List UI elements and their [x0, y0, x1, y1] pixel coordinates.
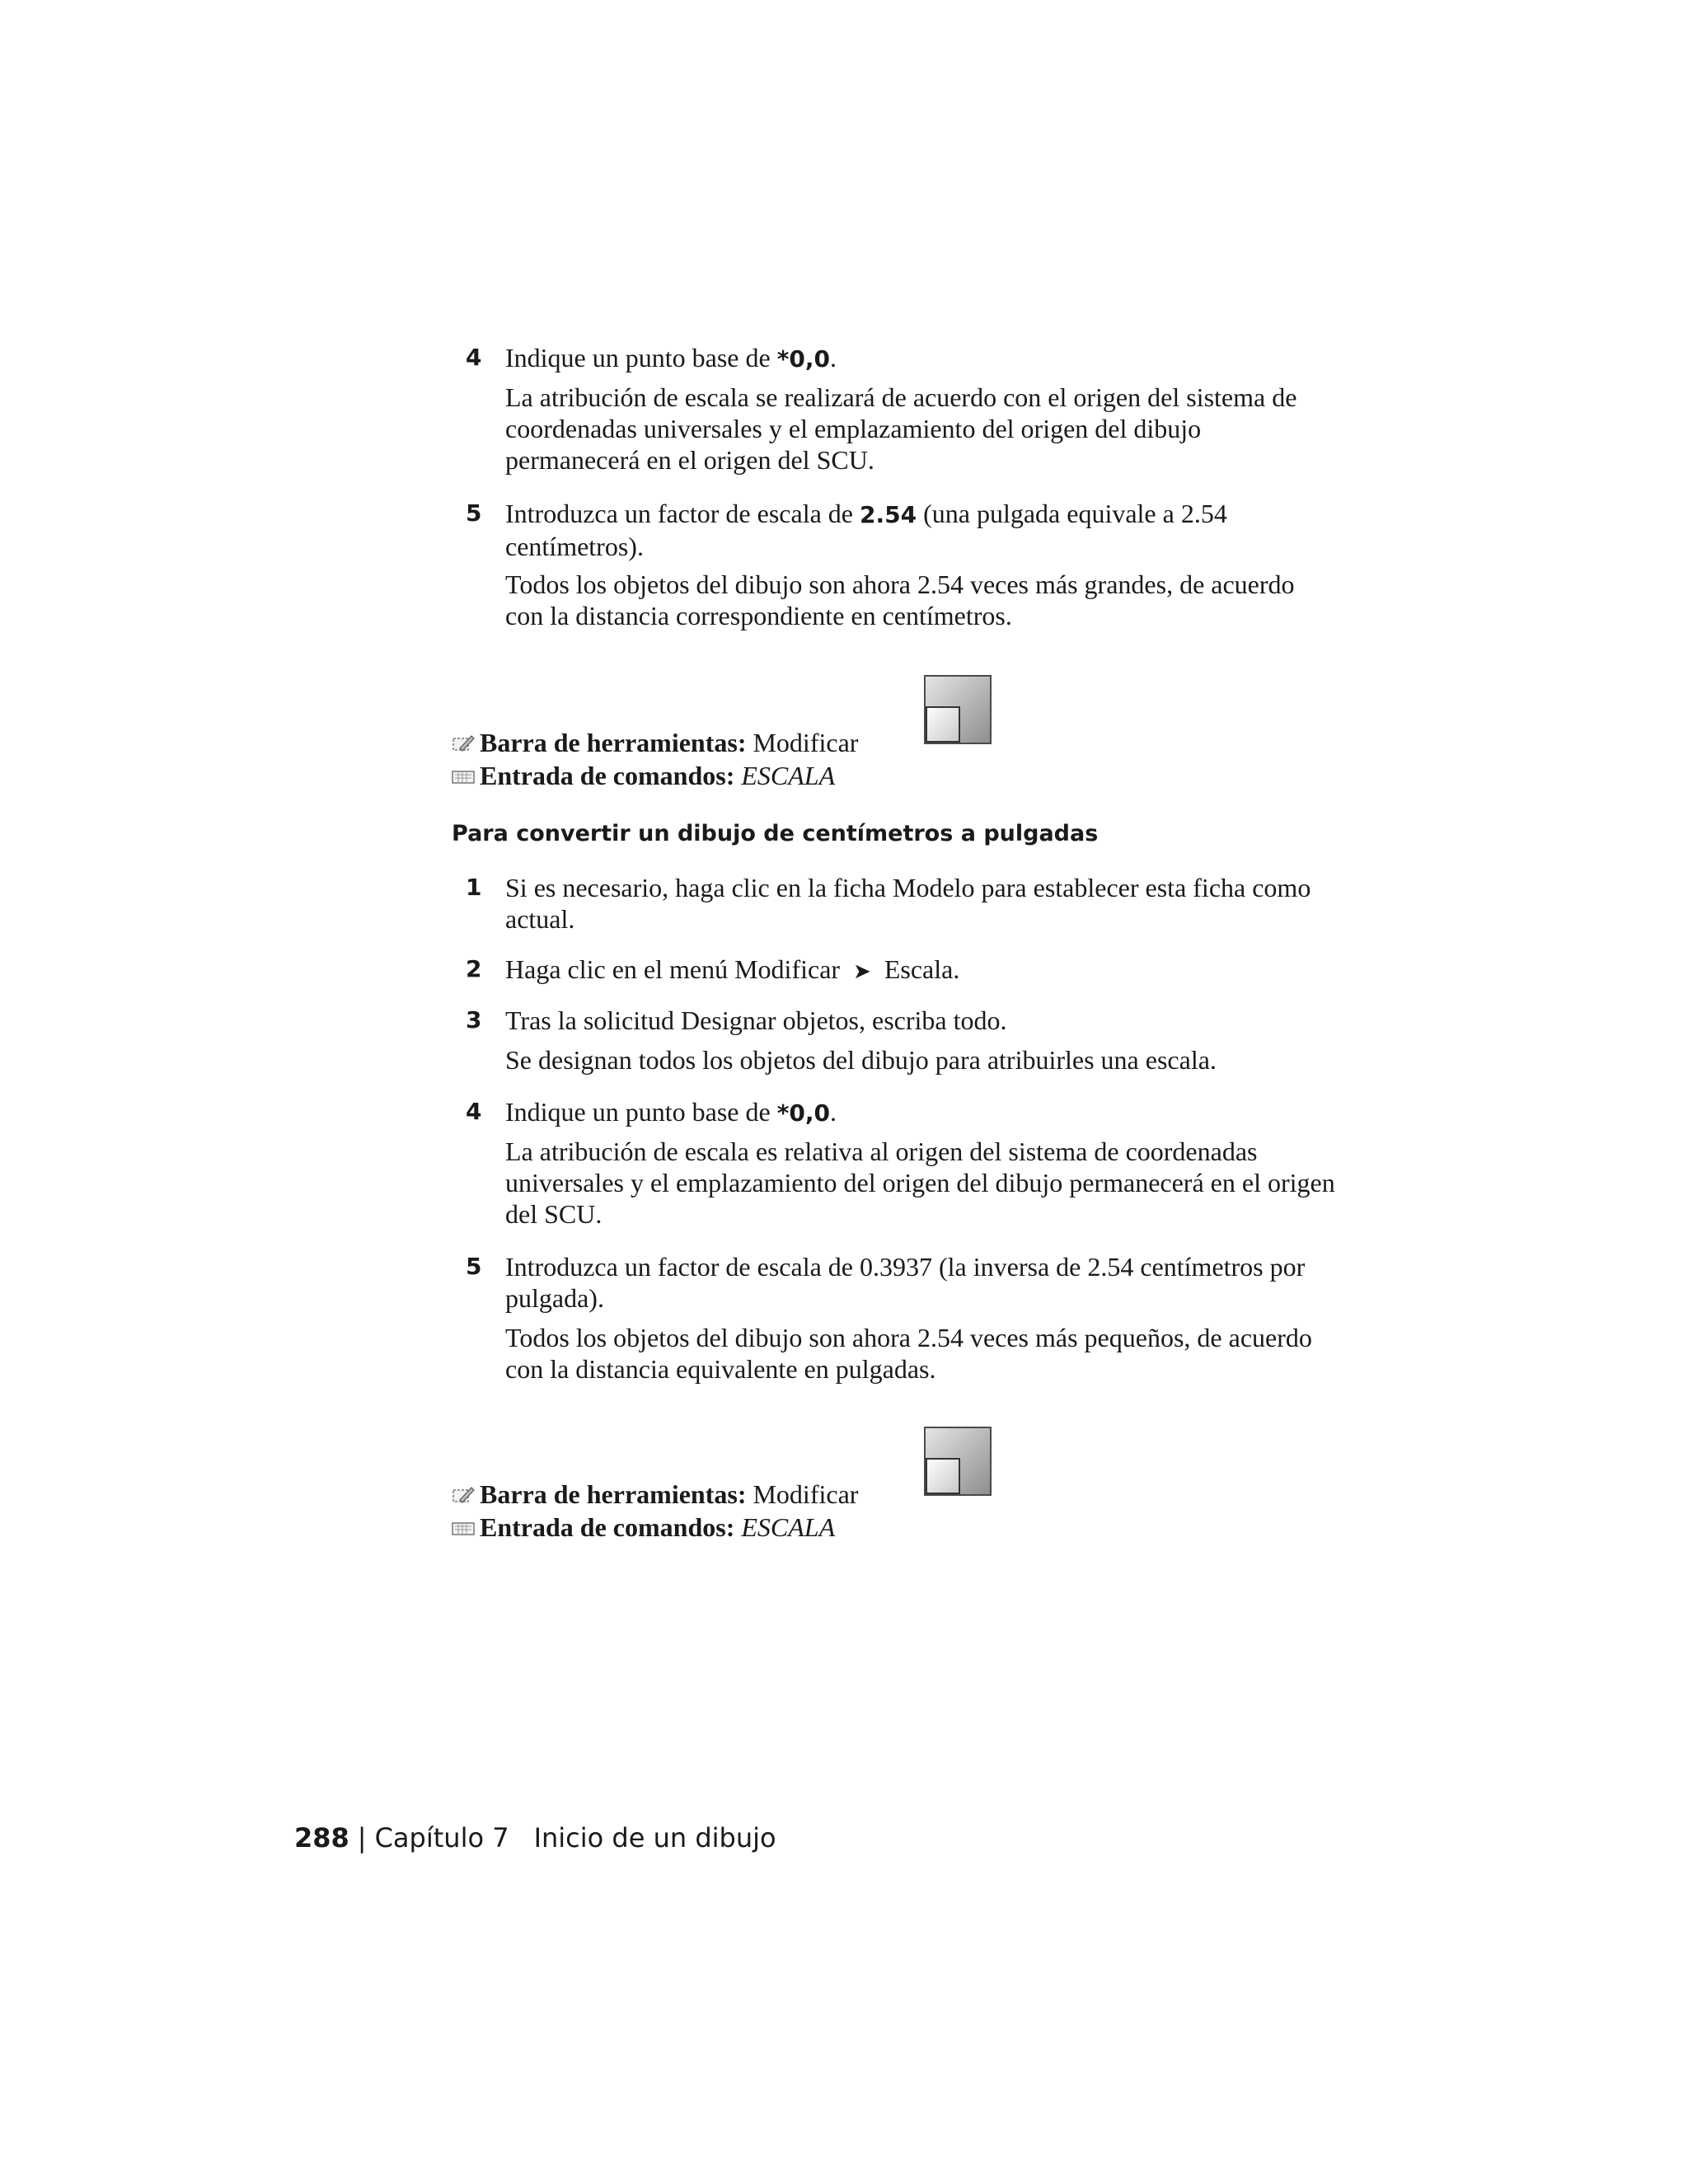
- keyboard-icon: [452, 1513, 475, 1533]
- toolbar-label: Barra de herramientas:: [480, 728, 747, 757]
- step-number: 1: [466, 874, 482, 901]
- command-value: ESCALA: [741, 1512, 836, 1542]
- footer-separator: |: [357, 1822, 367, 1854]
- step-text: Introduzca un factor de escala de 0.3937 (la inversa de 2.54 centímetros por pulgada).: [505, 1252, 1306, 1313]
- scale-factor-value: 2.54: [859, 501, 917, 528]
- page-number: 288: [294, 1822, 349, 1854]
- chapter-label: Capítulo 7: [374, 1822, 509, 1854]
- toolbar-value: Modificar: [753, 728, 859, 757]
- toolbar-pencil-icon: [452, 1480, 475, 1500]
- scale-icon: [923, 1426, 992, 1497]
- step-description: Todos los objetos del dibujo son ahora 2.54 veces más grandes, de acuerdo con la distancia correspondiente en centímetros.: [505, 569, 1295, 630]
- scale-icon: [923, 674, 992, 745]
- toolbar-pencil-icon: [452, 729, 475, 748]
- page-footer: [294, 1821, 776, 1854]
- command-value: ESCALA: [741, 761, 836, 790]
- toolbar-value: Modificar: [753, 1479, 859, 1509]
- toolbar-reference: [452, 1479, 858, 1510]
- step-description: Se designan todos los objetos del dibujo para atribuirles una escala.: [505, 1045, 1217, 1075]
- step-description: Todos los objetos del dibujo son ahora 2.54 veces más pequeños, de acuerdo con la distancia equivalente en pulgadas.: [505, 1323, 1312, 1384]
- step-text: Indique un punto base de *0,0.: [505, 343, 837, 373]
- chapter-title: Inicio de un dibujo: [533, 1822, 776, 1854]
- step-text: Tras la solicitud Designar objetos, escriba todo.: [505, 1005, 1007, 1035]
- step-number: 5: [466, 1253, 482, 1280]
- toolbar-reference: [452, 727, 858, 758]
- base-point-value: *0,0: [776, 345, 830, 373]
- command-reference: [452, 760, 835, 791]
- step-number: 4: [466, 1098, 482, 1125]
- keyboard-icon: [452, 762, 475, 781]
- step-number: 3: [466, 1006, 482, 1033]
- command-label: Entrada de comandos:: [480, 1512, 735, 1542]
- step-description: La atribución de escala se realizará de acuerdo con el origen del sistema de coordenadas universales y el emplazamiento del origen del dibujo permanecerá en el origen del SCU.: [505, 382, 1297, 475]
- step-description: La atribución de escala es relativa al origen del sistema de coordenadas universales y el emplazamiento del origen del dibujo permanecerá en el origen del SCU.: [505, 1137, 1335, 1229]
- step-text: Si es necesario, haga clic en la ficha Modelo para establecer esta ficha como actual.: [505, 873, 1311, 934]
- step-text: Indique un punto base de *0,0.: [505, 1097, 837, 1127]
- toolbar-label: Barra de herramientas:: [480, 1479, 747, 1509]
- step-number: 4: [466, 344, 482, 371]
- step-number: 2: [466, 955, 482, 982]
- command-label: Entrada de comandos:: [480, 761, 735, 790]
- command-reference: [452, 1511, 835, 1543]
- step-number: 5: [466, 499, 482, 527]
- menu-arrow-icon: ➤: [853, 959, 871, 984]
- base-point-value: *0,0: [776, 1099, 830, 1127]
- step-text: Haga clic en el menú Modificar ➤ Escala.: [505, 954, 960, 984]
- step-text: Introduzca un factor de escala de 2.54 (una pulgada equivale a 2.54 centímetros).: [505, 499, 1227, 561]
- section-heading: Para convertir un dibujo de centímetros a pulgadas: [452, 821, 1099, 846]
